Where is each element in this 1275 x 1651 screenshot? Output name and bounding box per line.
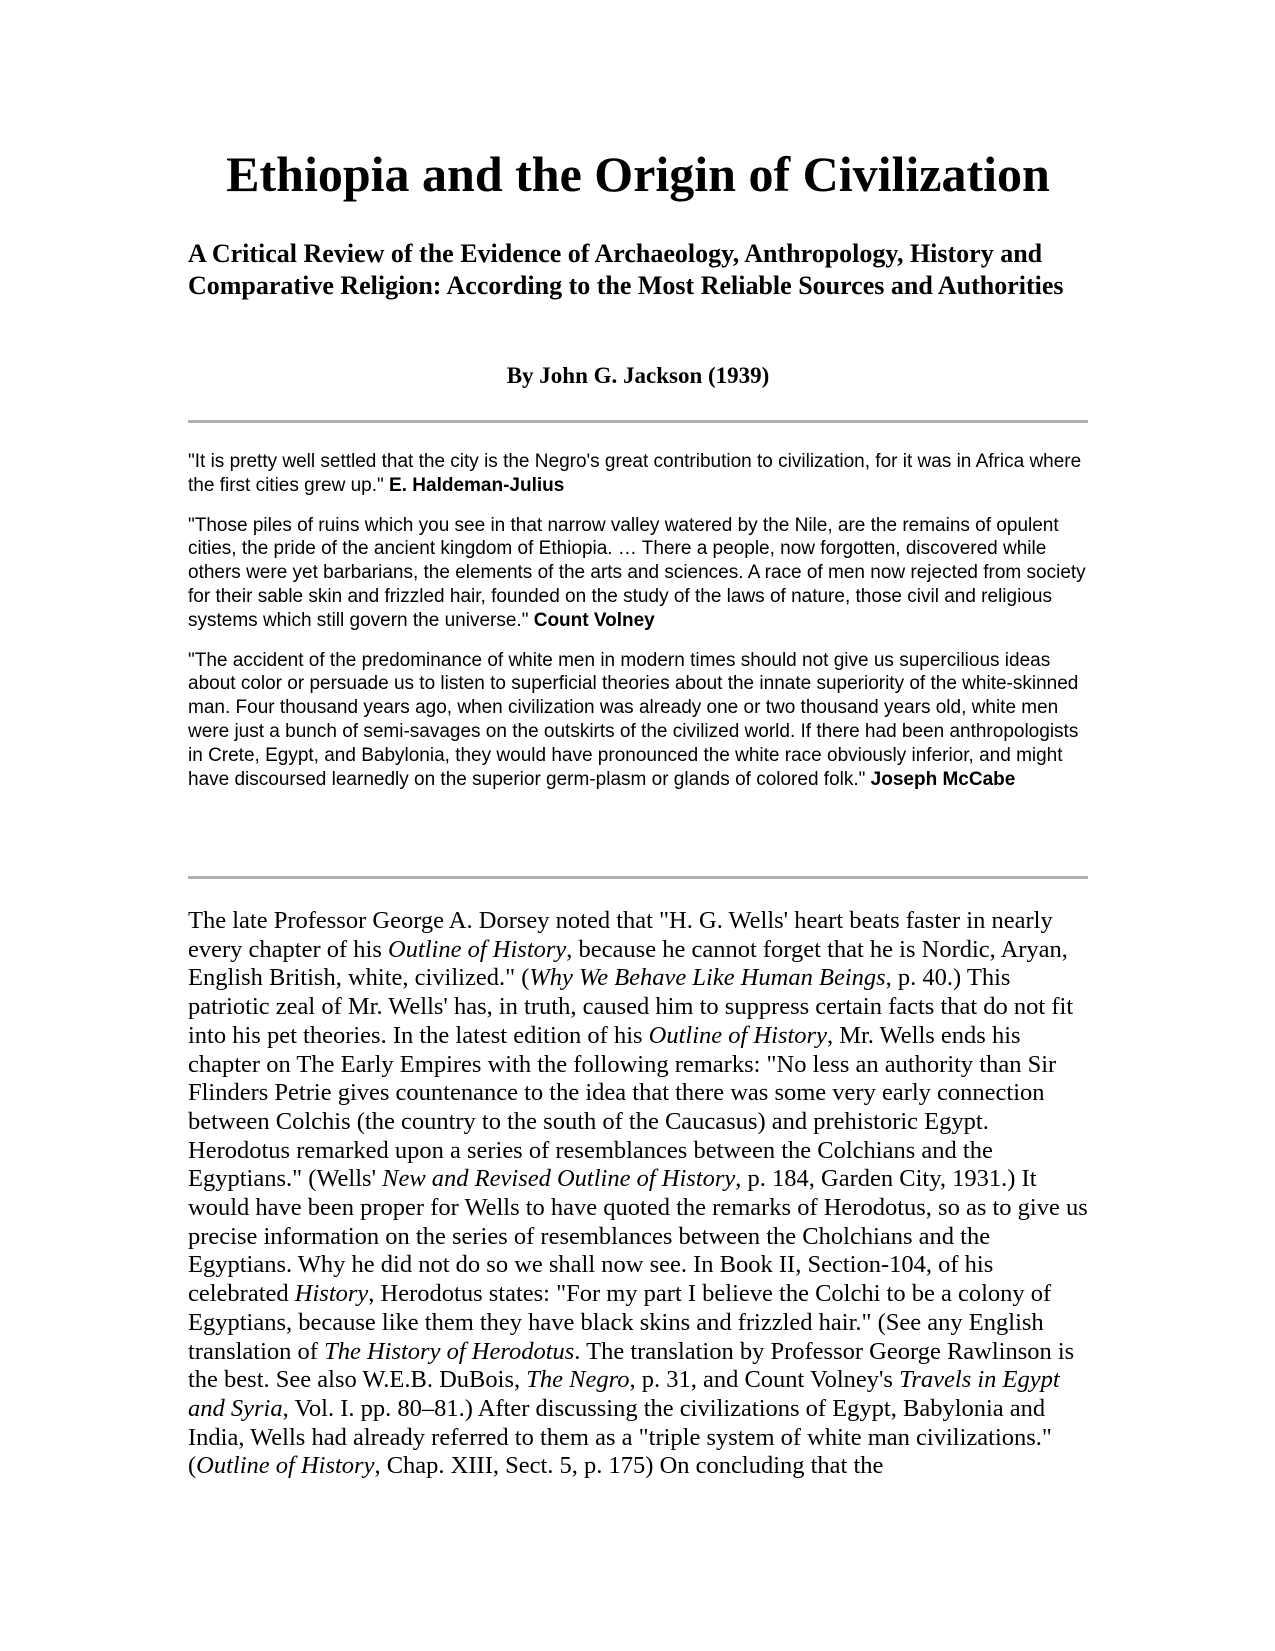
book-title: Outline of History [196, 1452, 375, 1480]
book-title: History [294, 1280, 369, 1308]
book-title: The History of Herodotus [324, 1337, 575, 1365]
book-title: The Negro [526, 1366, 630, 1394]
quote-attribution: E. Haldeman-Julius [389, 474, 565, 496]
body-text-run: , Mr. Wells ends his chapter on The Early Empires with the following remarks: "No less an authority than Sir Flinders Petrie gives countenance to the idea that there was some very early connection between Colchis (the country to the south of the Caucasus) and prehistoric Egypt. Herodotus remarked upon a series of resemblances between the Colchians and the Egyptians." (Wells' [188, 1021, 1057, 1193]
book-title: Travels in Egypt and Syria [188, 1366, 1060, 1422]
book-title: New and Revised Outline of History [382, 1165, 736, 1193]
body-text-run: , Vol. I. pp. 80–81.) After discussing the civilizations of Egypt, Babylonia and India, Wells had already referred to them as a "triple system of white man civilizations." ( [188, 1394, 1052, 1480]
epigraph-quote [188, 514, 1088, 633]
body-text-run: . The translation by Professor George Rawlinson is the best. See also W.E.B. DuBois, [188, 1337, 1075, 1394]
body-text-run: , p. 40.) This patriotic zeal of Mr. Wells' has, in truth, caused him to suppress certain facts that do not fit into his pet theories. In the latest edition of his [188, 964, 1074, 1049]
quote-text: "Those piles of ruins which you see in that narrow valley watered by the Nile, are the remains of opulent cities, the pride of the ancient kingdom of Ethiopia. … There a people, now forgotten, discovered while others were yet barbarians, the elements of the arts and sciences. A race of men now rejected from society for their sable skin and frizzled hair, founded on the study of the laws of nature, those civil and religious systems which still govern the universe." [188, 514, 1086, 631]
epigraph-quotes [188, 450, 1088, 807]
body-text-run: , because he cannot forget that he is Nordic, Aryan, English British, white, civilized." ( [188, 935, 1068, 992]
author-byline: By John G. Jackson (1939) [506, 363, 770, 388]
body-text-run: , p. 184, Garden City, 1931.) It would have been proper for Wells to have quoted the remarks of Herodotus, so as to give us precise information on the series of resemblances between the Cholchians and the Egyptians. Why he did not do so we shall now see. In Book II, Section-104, of his celebrated [188, 1165, 1088, 1308]
body-text-run: , Herodotus states: "For my part I believe the Colchi to be a colony of Egyptians, because like them they have black skins and frizzled hair." (See any English translation of [188, 1280, 1052, 1365]
divider-top [188, 420, 1088, 423]
quote-text: "It is pretty well settled that the city is the Negro's great contribution to civilization, for it was in Africa where the first cities grew up." [188, 451, 1082, 496]
book-title: Outline of History [648, 1021, 827, 1049]
book-title: Outline of History [388, 935, 567, 963]
body-text-run: , p. 31, and Count Volney's [629, 1366, 900, 1394]
quote-attribution: Joseph McCabe [870, 768, 1016, 790]
page-subtitle: A Critical Review of the Evidence of Archaeology, Anthropology, History and Comparative Religion: According to the Most Reliable Sources and Authorities [188, 239, 1064, 300]
page-title: Ethiopia and the Origin of Civilization [226, 146, 1050, 202]
epigraph-quote [188, 450, 1088, 498]
book-title: Why We Behave Like Human Beings [529, 964, 886, 992]
body-paragraph [188, 907, 1088, 1481]
divider-bottom [188, 876, 1088, 879]
quote-text: "The accident of the predominance of white men in modern times should not give us supercilious ideas about color or persuade us to listen to superficial theories about the innate superiority of the white-skinned man. Four thousand years ago, when civilization was already one or two thousand years old, white men were just a bunch of semi-savages on the outskirts of the civilized world. If there had been anthropologists in Crete, Egypt, and Babylonia, they would have pronounced the white race obviously inferior, and might have discoursed learnedly on the superior germ-plasm or glands of colored folk." [188, 649, 1079, 790]
quote-attribution: Count Volney [533, 609, 655, 631]
epigraph-quote [188, 649, 1088, 792]
body-text-run: , Chap. XIII, Sect. 5, p. 175) On concluding that the [374, 1452, 884, 1480]
body-text-run: The late Professor George A. Dorsey noted that "H. G. Wells' heart beats faster in nearly every chapter of his [188, 907, 1053, 963]
